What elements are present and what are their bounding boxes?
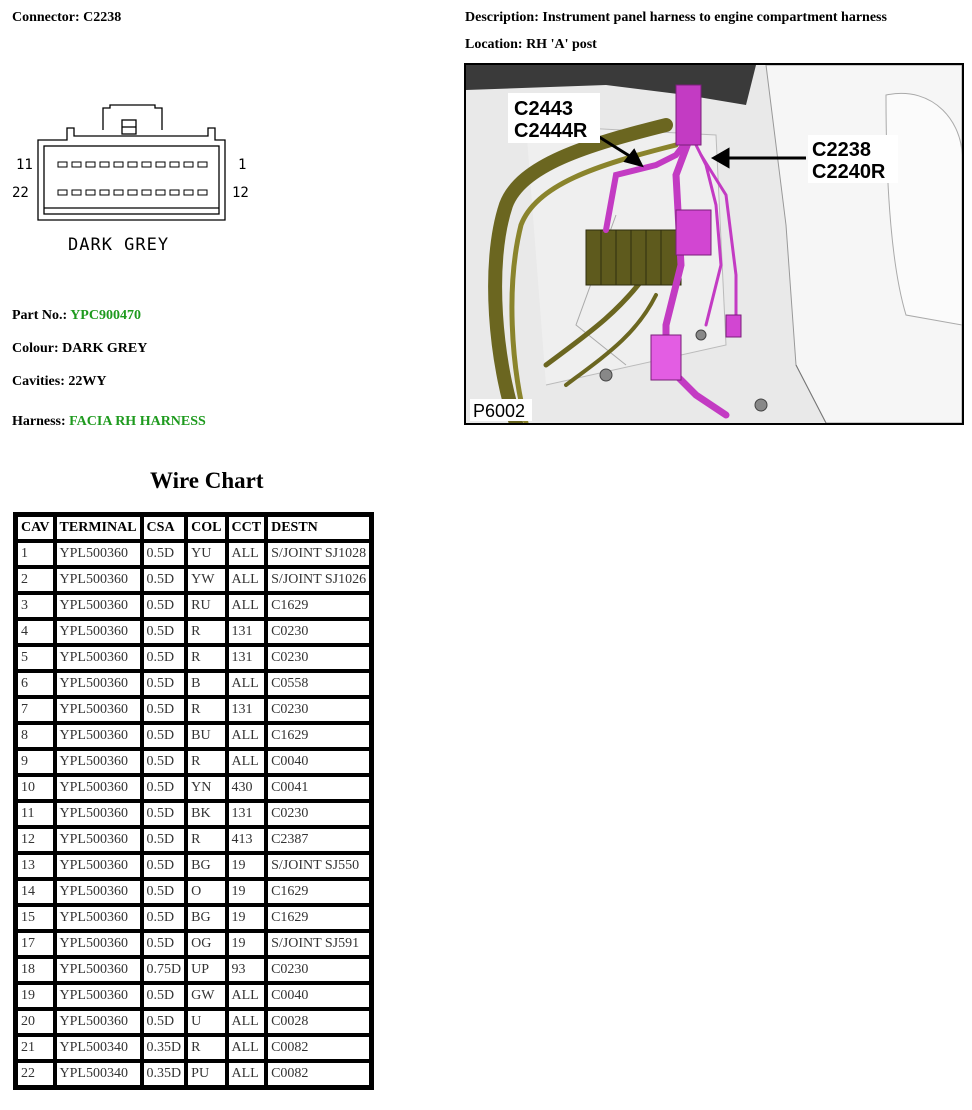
connector-id: C2238 (83, 10, 122, 25)
table-row (16, 801, 371, 827)
pin-cavity-15 (156, 190, 165, 195)
cell-csa: 0.5D (142, 931, 187, 957)
cell-terminal: YPL500360 (55, 1009, 142, 1035)
cell-terminal: YPL500360 (55, 697, 142, 723)
cell-csa: 0.5D (142, 541, 187, 567)
table-row (16, 1061, 371, 1087)
cell-cct: 413 (227, 827, 267, 853)
cell-cav: 21 (16, 1035, 55, 1061)
cell-cct: ALL (227, 593, 267, 619)
cell-csa: 0.5D (142, 905, 187, 931)
cell-col: BG (186, 853, 226, 879)
cell-terminal: YPL500360 (55, 593, 142, 619)
cell-csa: 0.5D (142, 645, 187, 671)
cell-terminal: YPL500360 (55, 775, 142, 801)
table-row (16, 853, 371, 879)
cell-col: R (186, 749, 226, 775)
cell-cav: 19 (16, 983, 55, 1009)
figure-id: P6002 (473, 401, 526, 421)
pin-cavity-19 (100, 190, 109, 195)
cell-col: YU (186, 541, 226, 567)
cell-cav: 7 (16, 697, 55, 723)
cell-csa: 0.5D (142, 593, 187, 619)
cell-destn: C0082 (266, 1035, 371, 1061)
cell-cct: ALL (227, 749, 267, 775)
cell-cav: 3 (16, 593, 55, 619)
callout-c2238: C2238 (812, 139, 871, 161)
cell-csa: 0.5D (142, 801, 187, 827)
cell-csa: 0.5D (142, 1009, 187, 1035)
table-row (16, 957, 371, 983)
colour-line: Colour: DARK GREY (12, 341, 148, 356)
pin-cavity-17 (128, 190, 137, 195)
cell-csa: 0.5D (142, 567, 187, 593)
cell-cct: 131 (227, 697, 267, 723)
pin-cavity-22 (58, 190, 67, 195)
table-row (16, 723, 371, 749)
cavities-value: 22WY (68, 374, 107, 389)
pin-cavity-2 (184, 162, 193, 167)
cell-cct: ALL (227, 1009, 267, 1035)
cell-destn: S/JOINT SJ1026 (266, 567, 371, 593)
cell-terminal: YPL500360 (55, 749, 142, 775)
cell-col: UP (186, 957, 226, 983)
col-header-destn: DESTN (266, 515, 371, 541)
pin-cavity-1 (198, 162, 207, 167)
table-row (16, 879, 371, 905)
callout-c2444r: C2444R (514, 120, 588, 142)
cell-terminal: YPL500340 (55, 1061, 142, 1087)
cell-col: R (186, 827, 226, 853)
cell-destn: S/JOINT SJ591 (266, 931, 371, 957)
cell-cct: ALL (227, 723, 267, 749)
cell-csa: 0.5D (142, 879, 187, 905)
cell-col: BU (186, 723, 226, 749)
cell-cav: 10 (16, 775, 55, 801)
description-value: Instrument panel harness to engine compartment harness (542, 10, 887, 25)
table-row (16, 749, 371, 775)
wire-chart-table (13, 512, 374, 1090)
cell-terminal: YPL500340 (55, 1035, 142, 1061)
cell-destn: S/JOINT SJ550 (266, 853, 371, 879)
pin-cavity-5 (142, 162, 151, 167)
cell-cav: 6 (16, 671, 55, 697)
cell-cav: 22 (16, 1061, 55, 1087)
cell-col: O (186, 879, 226, 905)
part-number-line: Part No.: YPC900470 (12, 308, 141, 323)
cell-cct: ALL (227, 541, 267, 567)
cell-destn: C0230 (266, 645, 371, 671)
cell-cav: 8 (16, 723, 55, 749)
table-row (16, 619, 371, 645)
cell-cct: 19 (227, 905, 267, 931)
cell-cav: 15 (16, 905, 55, 931)
cell-terminal: YPL500360 (55, 567, 142, 593)
cell-csa: 0.5D (142, 697, 187, 723)
cell-col: PU (186, 1061, 226, 1087)
cell-cav: 12 (16, 827, 55, 853)
table-row (16, 1035, 371, 1061)
cell-cav: 18 (16, 957, 55, 983)
pin-cavity-4 (156, 162, 165, 167)
col-header-cav: CAV (16, 515, 55, 541)
cell-csa: 0.5D (142, 619, 187, 645)
cell-terminal: YPL500360 (55, 931, 142, 957)
table-row (16, 541, 371, 567)
cell-cav: 14 (16, 879, 55, 905)
cell-destn: S/JOINT SJ1028 (266, 541, 371, 567)
cell-csa: 0.5D (142, 671, 187, 697)
table-row (16, 931, 371, 957)
pin-cavity-3 (170, 162, 179, 167)
cell-col: R (186, 1035, 226, 1061)
connector-face-diagram (10, 100, 260, 260)
cell-cav: 5 (16, 645, 55, 671)
pin-cavity-9 (86, 162, 95, 167)
cell-csa: 0.5D (142, 983, 187, 1009)
pin-cavity-20 (86, 190, 95, 195)
cell-terminal: YPL500360 (55, 853, 142, 879)
callout-c2240r: C2240R (812, 161, 886, 183)
pin-cavity-7 (114, 162, 123, 167)
table-row (16, 775, 371, 801)
table-row (16, 671, 371, 697)
cell-terminal: YPL500360 (55, 879, 142, 905)
cell-terminal: YPL500360 (55, 541, 142, 567)
pin-cavity-18 (114, 190, 123, 195)
cell-cct: 19 (227, 879, 267, 905)
cell-col: OG (186, 931, 226, 957)
cell-csa: 0.5D (142, 749, 187, 775)
cell-cct: ALL (227, 567, 267, 593)
cell-terminal: YPL500360 (55, 645, 142, 671)
cell-cav: 13 (16, 853, 55, 879)
cell-destn: C2387 (266, 827, 371, 853)
cell-cct: ALL (227, 983, 267, 1009)
cell-col: BK (186, 801, 226, 827)
pin-cavity-14 (170, 190, 179, 195)
table-row (16, 1009, 371, 1035)
connector-line: Connector: C2238 (12, 10, 122, 25)
table-row (16, 905, 371, 931)
pin-label-12: 12 (232, 185, 249, 201)
cell-destn: C1629 (266, 723, 371, 749)
cell-cct: 19 (227, 931, 267, 957)
cavities-line: Cavities: 22WY (12, 374, 107, 389)
description-line: Description: Instrument panel harness to engine compartment harness (465, 10, 887, 25)
cell-destn: C0558 (266, 671, 371, 697)
cell-csa: 0.5D (142, 723, 187, 749)
cell-cav: 4 (16, 619, 55, 645)
table-row (16, 827, 371, 853)
cell-terminal: YPL500360 (55, 619, 142, 645)
cell-terminal: YPL500360 (55, 983, 142, 1009)
col-header-col: COL (186, 515, 226, 541)
cell-cct: ALL (227, 671, 267, 697)
col-header-terminal: TERMINAL (55, 515, 142, 541)
cell-destn: C1629 (266, 879, 371, 905)
cell-col: YN (186, 775, 226, 801)
cell-cct: 93 (227, 957, 267, 983)
cell-terminal: YPL500360 (55, 801, 142, 827)
pin-cavity-8 (100, 162, 109, 167)
cell-col: U (186, 1009, 226, 1035)
cell-terminal: YPL500360 (55, 723, 142, 749)
pin-cavity-12 (198, 190, 207, 195)
col-header-cct: CCT (227, 515, 267, 541)
callout-c2443: C2443 (514, 98, 573, 120)
pin-cavity-6 (128, 162, 137, 167)
cell-cct: 131 (227, 645, 267, 671)
location-line: Location: RH 'A' post (465, 37, 597, 52)
pin-cavity-16 (142, 190, 151, 195)
table-row (16, 645, 371, 671)
table-row (16, 983, 371, 1009)
location-photo (464, 63, 964, 425)
pin-cavity-10 (72, 162, 81, 167)
cell-cct: ALL (227, 1061, 267, 1087)
pin-label-11: 11 (16, 157, 33, 173)
cell-cct: 131 (227, 619, 267, 645)
location-value: RH 'A' post (526, 37, 597, 52)
colour-value: DARK GREY (62, 341, 148, 356)
cell-csa: 0.5D (142, 827, 187, 853)
cell-cct: 430 (227, 775, 267, 801)
cell-destn: C0230 (266, 801, 371, 827)
cell-destn: C0040 (266, 983, 371, 1009)
cell-cav: 1 (16, 541, 55, 567)
cell-col: R (186, 697, 226, 723)
cell-col: BG (186, 905, 226, 931)
cell-col: R (186, 619, 226, 645)
cell-destn: C0230 (266, 697, 371, 723)
cell-terminal: YPL500360 (55, 671, 142, 697)
cell-cav: 11 (16, 801, 55, 827)
connector-colour-label: DARK GREY (68, 235, 170, 255)
location-photo-illustration (466, 65, 962, 423)
wire-chart-header-row (16, 515, 371, 541)
col-header-csa: CSA (142, 515, 187, 541)
table-row (16, 593, 371, 619)
cell-destn: C0230 (266, 619, 371, 645)
cell-destn: C1629 (266, 593, 371, 619)
cell-csa: 0.5D (142, 853, 187, 879)
cell-terminal: YPL500360 (55, 905, 142, 931)
cell-csa: 0.35D (142, 1061, 187, 1087)
cell-cav: 9 (16, 749, 55, 775)
cell-cav: 17 (16, 931, 55, 957)
cell-col: B (186, 671, 226, 697)
pin-label-1: 1 (238, 157, 247, 173)
table-row (16, 697, 371, 723)
cell-csa: 0.35D (142, 1035, 187, 1061)
cell-destn: C0082 (266, 1061, 371, 1087)
cell-terminal: YPL500360 (55, 957, 142, 983)
cell-cct: 19 (227, 853, 267, 879)
table-row (16, 567, 371, 593)
cell-cct: ALL (227, 1035, 267, 1061)
pin-cavity-11 (58, 162, 67, 167)
cell-destn: C0040 (266, 749, 371, 775)
cell-destn: C0041 (266, 775, 371, 801)
cell-cav: 20 (16, 1009, 55, 1035)
cell-col: GW (186, 983, 226, 1009)
cell-cav: 2 (16, 567, 55, 593)
cell-col: R (186, 645, 226, 671)
harness-link[interactable]: FACIA RH HARNESS (69, 414, 206, 429)
harness-line: Harness: FACIA RH HARNESS (12, 414, 206, 429)
cell-destn: C1629 (266, 905, 371, 931)
cell-col: RU (186, 593, 226, 619)
cell-col: YW (186, 567, 226, 593)
cell-csa: 0.5D (142, 775, 187, 801)
cell-destn: C0028 (266, 1009, 371, 1035)
wire-chart-title: Wire Chart (150, 468, 264, 493)
pin-label-22: 22 (12, 185, 29, 201)
cell-destn: C0230 (266, 957, 371, 983)
cell-csa: 0.75D (142, 957, 187, 983)
cell-cct: 131 (227, 801, 267, 827)
cell-terminal: YPL500360 (55, 827, 142, 853)
part-number-link[interactable]: YPC900470 (70, 308, 141, 323)
pin-cavity-21 (72, 190, 81, 195)
pin-cavity-13 (184, 190, 193, 195)
